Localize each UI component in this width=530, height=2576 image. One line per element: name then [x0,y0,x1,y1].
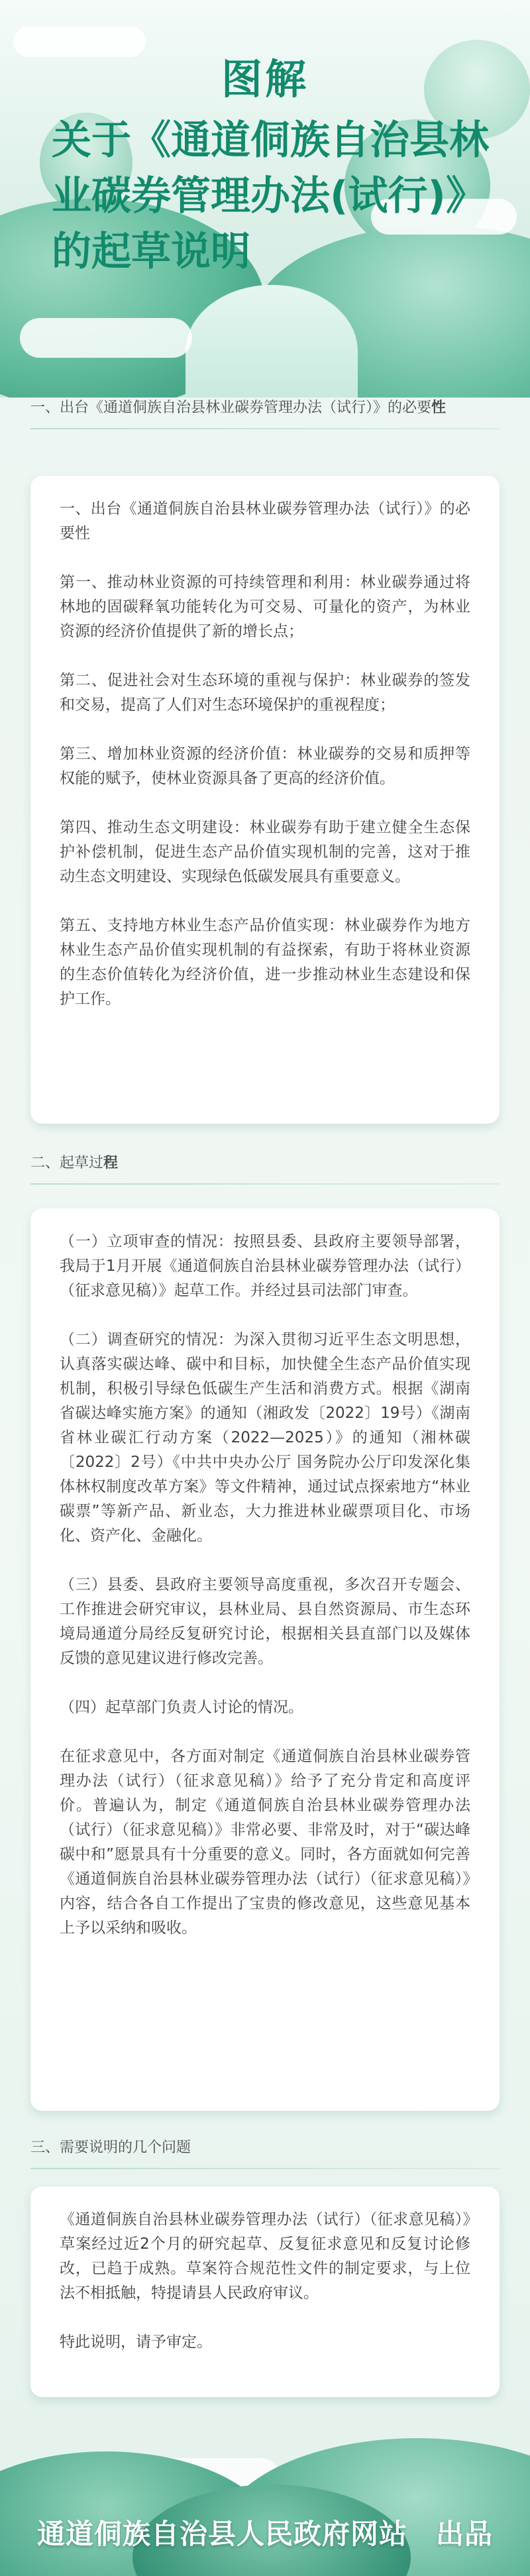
paragraph: 一、出台《通道侗族自治县林业碳券管理办法（试行）》的必要性 [60,500,470,542]
content-card-1 [30,476,500,1124]
section-heading-3: 三、需要说明的几个问题 [30,2137,500,2159]
section-heading-bold: 程 [103,1155,119,1171]
content-card-2 [30,1208,500,2111]
header-title-top: 图解 [221,55,309,103]
content-card-3 [30,2186,500,2397]
section-heading-text: 一、出台《通道侗族自治县林业碳券管理办法（试行）》的必要 [30,400,432,416]
paragraph: （三）县委、县政府主要领导高度重视，多次召开专题会、工作推进会研究审议，县林业局、县自然资源局、市生态环境局通道分局经反复研究讨论，根据相关县直部门以及媒体反馈的意见建议进行修改完善。 [60,1576,470,1667]
paragraph: （二）调查研究的情况：为深入贯彻习近平生态文明思想，认真落实碳达峰、碳中和目标，加快健全生态产品价值实现机制，积极引导绿色低碳生产生活和消费方式。根据《湖南省碳达峰实施方案》的通知（湘政发〔2022〕19号）《湖南省林业碳汇行动方案（2022—2025）》的通知（湘林碳〔2022〕2号）《中共中央办公厅 国务院办公厅印发深化集体林权制度改革方案》等文件精神，通过试点探索地方“林业碳票”等新产品、新业态，大力推进林业碳票项目化、市场化、资产化、金融化。 [60,1331,470,1544]
paragraph: 《通道侗族自治县林业碳券管理办法（试行）（征求意见稿）》草案经过近2个月的研究起草、反复征求意见和反复讨论修改，已趋于成熟。草案符合规范性文件的制定要求，与上位法不相抵触，特提请县人民政府审议。 [60,2211,470,2302]
footer-credit: 通道侗族自治县人民政府网站 出品 [36,2518,493,2550]
paragraph: 在征求意见中，各方面对制定《通道侗族自治县林业碳券管理办法（试行）（征求意见稿）》给予了充分肯定和高度评价。普遍认为，制定《通道侗族自治县林业碳券管理办法（试行）（征求意见稿）》非常必要、非常及时，对于“碳达峰碳中和”愿景具有十分重要的意义。同时，各方面就如何完善《通道侗族自治县林业碳券管理办法（试行）（征求意见稿）》内容，结合各自工作提出了宝贵的修改意见，这些意见基本上予以采纳和吸收。 [60,1748,470,1937]
decor-cloud [20,318,192,358]
paragraph: （四）起草部门负责人讨论的情况。 [60,1699,303,1716]
paragraph: 特此说明，请予审定。 [60,2334,212,2351]
section-heading-1 [30,398,500,419]
paragraph: 第五、支持地方林业生态产品价值实现：林业碳券作为地方林业生态产品价值实现机制的有益探索，有助于将林业资源的生态价值转化为经济价值，进一步推动林业生态建设和保护工作。 [60,917,470,1008]
paragraph: 第四、推动生态文明建设：林业碳券有助于建立健全生态保护补偿机制，促进生态产品价值实现机制的完善，这对于推动生态文明建设、实现绿色低碳发展具有重要意义。 [60,819,470,885]
paragraph: 第三、增加林业资源的经济价值：林业碳券的交易和质押等权能的赋予，使林业资源具备了更高的经济价值。 [60,745,470,787]
section-heading-2 [30,1153,500,1174]
paragraph: 第二、促进社会对生态环境的重视与保护：林业碳券的签发和交易，提高了人们对生态环境保护的重视程度； [60,672,470,714]
header-banner [0,0,530,398]
paragraph: 第一、推动林业资源的可持续管理和利用：林业碳券通过将林地的固碳释氧功能转化为可交易、可量化的资产，为林业资源的经济价值提供了新的增长点； [60,574,470,640]
paragraph: （一）立项审查的情况：按照县委、县政府主要领导部署，我局于1月开展《通道侗族自治县林业碳券管理办法（试行）（征求意见稿）》起草工作。并经过县司法部门审查。 [60,1233,470,1299]
footer-banner [0,2412,530,2576]
section-heading-bold: 性 [431,400,447,416]
section-heading-text: 二、起草过 [30,1155,104,1171]
page-title: 关于《通道侗族自治县林业碳券管理办法(试行)》的起草说明 [52,117,489,275]
